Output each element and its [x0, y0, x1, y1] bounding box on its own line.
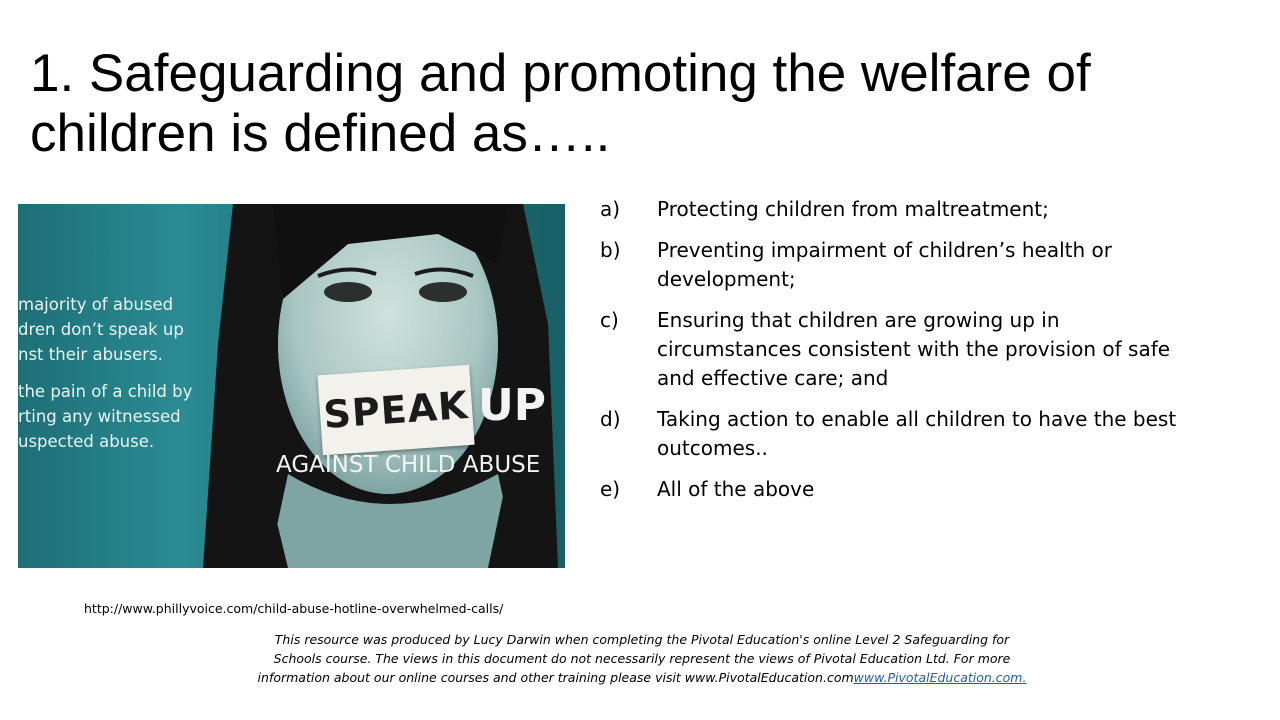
option-item-c: [600, 306, 1180, 393]
side-text-line: nst their abusers.: [18, 345, 163, 364]
option-item-e: [600, 475, 1180, 504]
option-letter: a): [600, 197, 621, 221]
footer-note-text: This resource was produced by Lucy Darwin when completing the Pivotal Education's online Level 2 Safeguarding for Schools course. The views in this document do not necessarily represent the views of Pivotal Education Ltd. For more information about our online courses and other training please visit www.PivotalEducation.com: [257, 632, 1011, 685]
image-source-url: http://www.phillyvoice.com/child-abuse-hotline-overwhelmed-calls/: [84, 601, 504, 616]
option-letter: b): [600, 238, 621, 262]
speak-up-photo: [18, 204, 565, 568]
answer-options-list: [600, 195, 1180, 516]
side-text-line: dren don’t speak up: [18, 320, 184, 339]
option-letter: c): [600, 308, 619, 332]
option-text: Preventing impairment of children’s health or development;: [657, 238, 1112, 291]
option-item-b: [600, 236, 1180, 294]
option-text: All of the above: [657, 477, 815, 501]
side-text-line: majority of abused: [18, 295, 174, 314]
photo-side-text: [18, 292, 218, 454]
option-letter: d): [600, 407, 621, 431]
slide-title: 1. Safeguarding and promoting the welfare of children is defined as…..: [30, 44, 1091, 163]
against-child-abuse-text: AGAINST CHILD ABUSE: [276, 452, 541, 478]
up-word: UP: [478, 380, 546, 431]
speak-card: SPEAK: [317, 365, 474, 455]
option-item-d: [600, 405, 1180, 463]
side-text-line: uspected abuse.: [18, 432, 155, 451]
option-item-a: [600, 195, 1180, 224]
footer-note: [250, 630, 1034, 687]
side-text-line: the pain of a child by: [18, 382, 193, 401]
side-text-line: rting any witnessed: [18, 407, 181, 426]
option-letter: e): [600, 477, 621, 501]
option-text: Protecting children from maltreatment;: [657, 197, 1049, 221]
right-eye: [419, 282, 467, 302]
option-text: Ensuring that children are growing up in circumstances consistent with the provision of safe and effective care; and: [657, 308, 1171, 390]
option-text: Taking action to enable all children to have the best outcomes..: [657, 407, 1177, 460]
left-eye: [324, 282, 372, 302]
pivotal-education-link[interactable]: www.PivotalEducation.com.: [853, 670, 1027, 685]
